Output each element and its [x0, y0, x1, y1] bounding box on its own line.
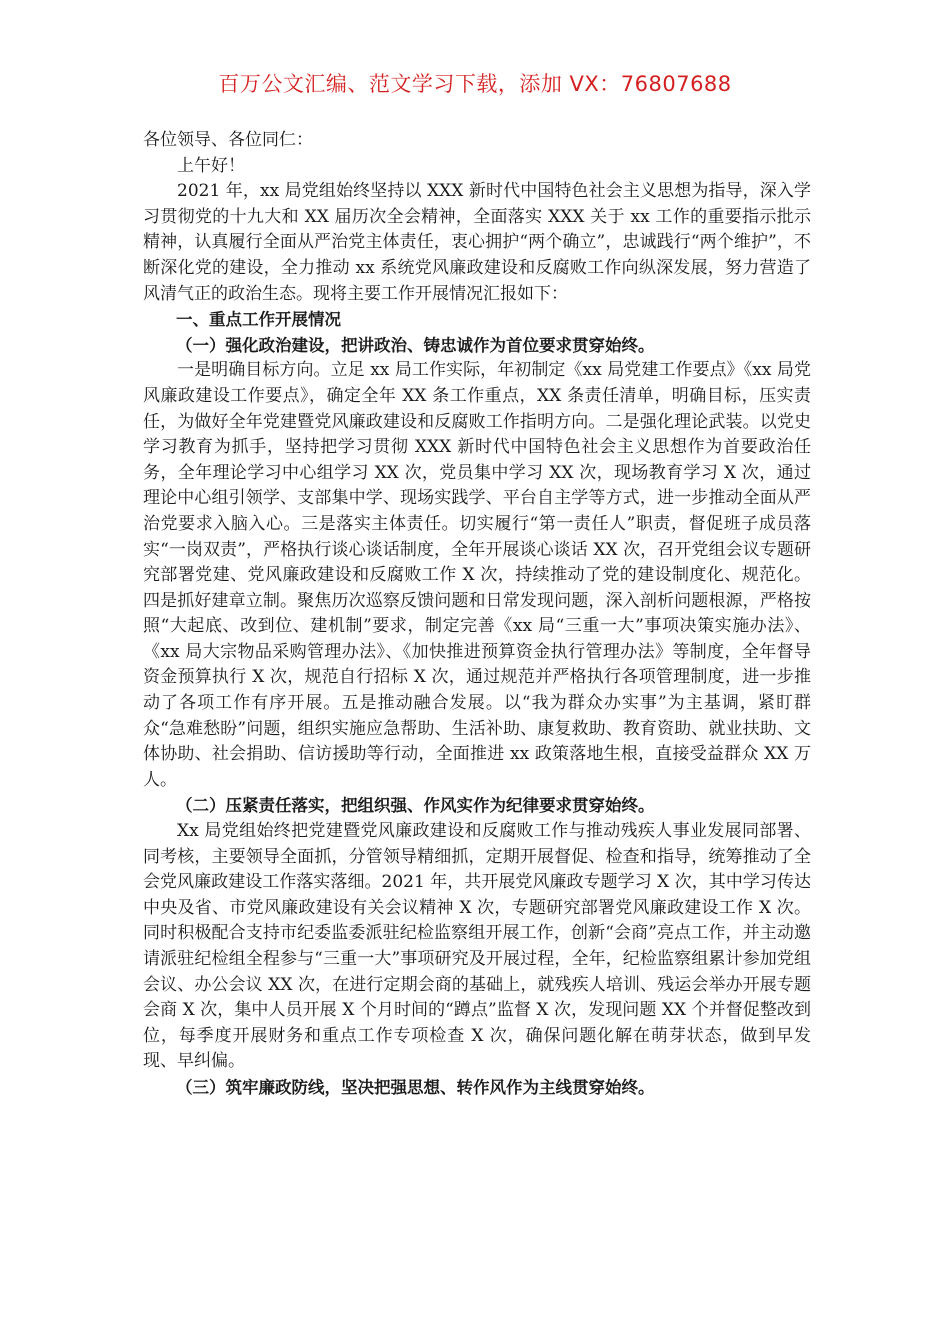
subsection-2-title: （二）压紧责任落实，把组织强、作风实作为纪律要求贯穿始终。: [176, 796, 655, 816]
header-banner: 百万公文汇编、范文学习下载，添加 VX：76807688: [218, 72, 732, 96]
subsection-3-title: （三）筑牢廉政防线，坚决把强思想、转作风作为主线贯穿始终。: [176, 1077, 655, 1097]
salutation: 各位领导、各位同仁：: [143, 130, 313, 150]
greeting: 上午好！: [177, 155, 245, 176]
subsection-1-body: 一是明确目标方向。立足 xx 局工作实际，年初制定《xx 局党建工作要点》《xx 局党风廉政建设工作要点》，确定全年 XX 条工作重点，XX 条责任清单，明确目标，压实责任，为做好全年党建暨党风廉政建设和反腐败工作指明方向。二是强化理论武装。以党史学习教育为抓手，坚持把学习贯彻 XXX 新时代中国特色社会主义思想作为首要政治任务，全年理论学习中心组学习 XX 次，党员集中学习 XX 次，现场教育学习 X 次，通过理论中心组引领学、支部集中学、现场实践学、平台自主学等方式，进一步推动全面从严治党要求入脑入心。三是落实主体责任。切实履行“第一责任人”职责，督促班子成员落实“一岗双责”，严格执行谈心谈话制度，全年开展谈心谈话 XX 次，召开党组会议专题研究部署党建、党风廉政建设和反腐败工作 X 次，持续推动了党的建设制度化、规范化。四是抓好建章立制。聚焦历次巡察反馈问题和日常发现问题，深入剖析问题根源，严格按照“大起底、改到位、建机制”要求，制定完善《xx 局“三重一大”事项决策实施办法》、《xx 局大宗物品采购管理办法》、《加快推进预算资金执行管理办法》等制度，全年督导资金预算执行 X 次，规范自行招标 X 次，通过规范并严格执行各项管理制度，进一步推动了各项工作有序开展。五是推动融合发展。以“我为群众办实事”为主基调，紧盯群众“急难愁盼”问题，组织实施应急帮助、生活补助、康复救助、教育资助、就业扶助、文体协助、社会捐助、信访援助等行动，全面推进 xx 政策落地生根，直接受益群众 XX 万人。: [143, 360, 811, 790]
section-1-title: 一、重点工作开展情况: [176, 310, 341, 330]
subsection-2-body: Xx 局党组始终把党建暨党风廉政建设和反腐败工作与推动残疾人事业发展同部署、同考核，主要领导全面抓，分管领导精细抓，定期开展督促、检查和指导，统筹推动了全会党风廉政建设工作落实落细。2021 年，共开展党风廉政专题学习 X 次，其中学习传达中央及省、市党风廉政建设有关会议精神 X 次，专题研究部署党风廉政建设工作 X 次。同时积极配合支持市纪委监委派驻纪检监察组开展工作，创新“会商”亮点工作，并主动邀请派驻纪检组全程参与“三重一大”事项研究及开展过程，全年，纪检监察组累计参加党组会议、办公会议 XX 次，在进行定期会商的基础上，就残疾人培训、残运会举办开展专题会商 X 次，集中人员开展 X 个月时间的“蹲点”监督 X 次，发现问题 XX 个并督促整改到位，每季度开展财务和重点工作专项检查 X 次，确保问题化解在萌芽状态，做到早发现、早纠偏。: [143, 821, 811, 1072]
document-body: [143, 128, 811, 1101]
subsection-1-title: （一）强化政治建设，把讲政治、铸忠诚作为首位要求贯穿始终。: [176, 335, 655, 355]
intro-paragraph: 2021 年，xx 局党组始终坚持以 XXX 新时代中国特色社会主义思想为指导，深入学习贯彻党的十九大和 XX 届历次全会精神，全面落实 XXX 关于 xx 工作的重要指示批示精神，认真履行全面从严治党主体责任，衷心拥护“两个确立”，忠诚践行“两个维护”，不断深化党的建设，全力推动 xx 系统党风廉政建设和反腐败工作向纵深发展，努力营造了风清气正的政治生态。现将主要工作开展情况汇报如下：: [143, 181, 811, 304]
